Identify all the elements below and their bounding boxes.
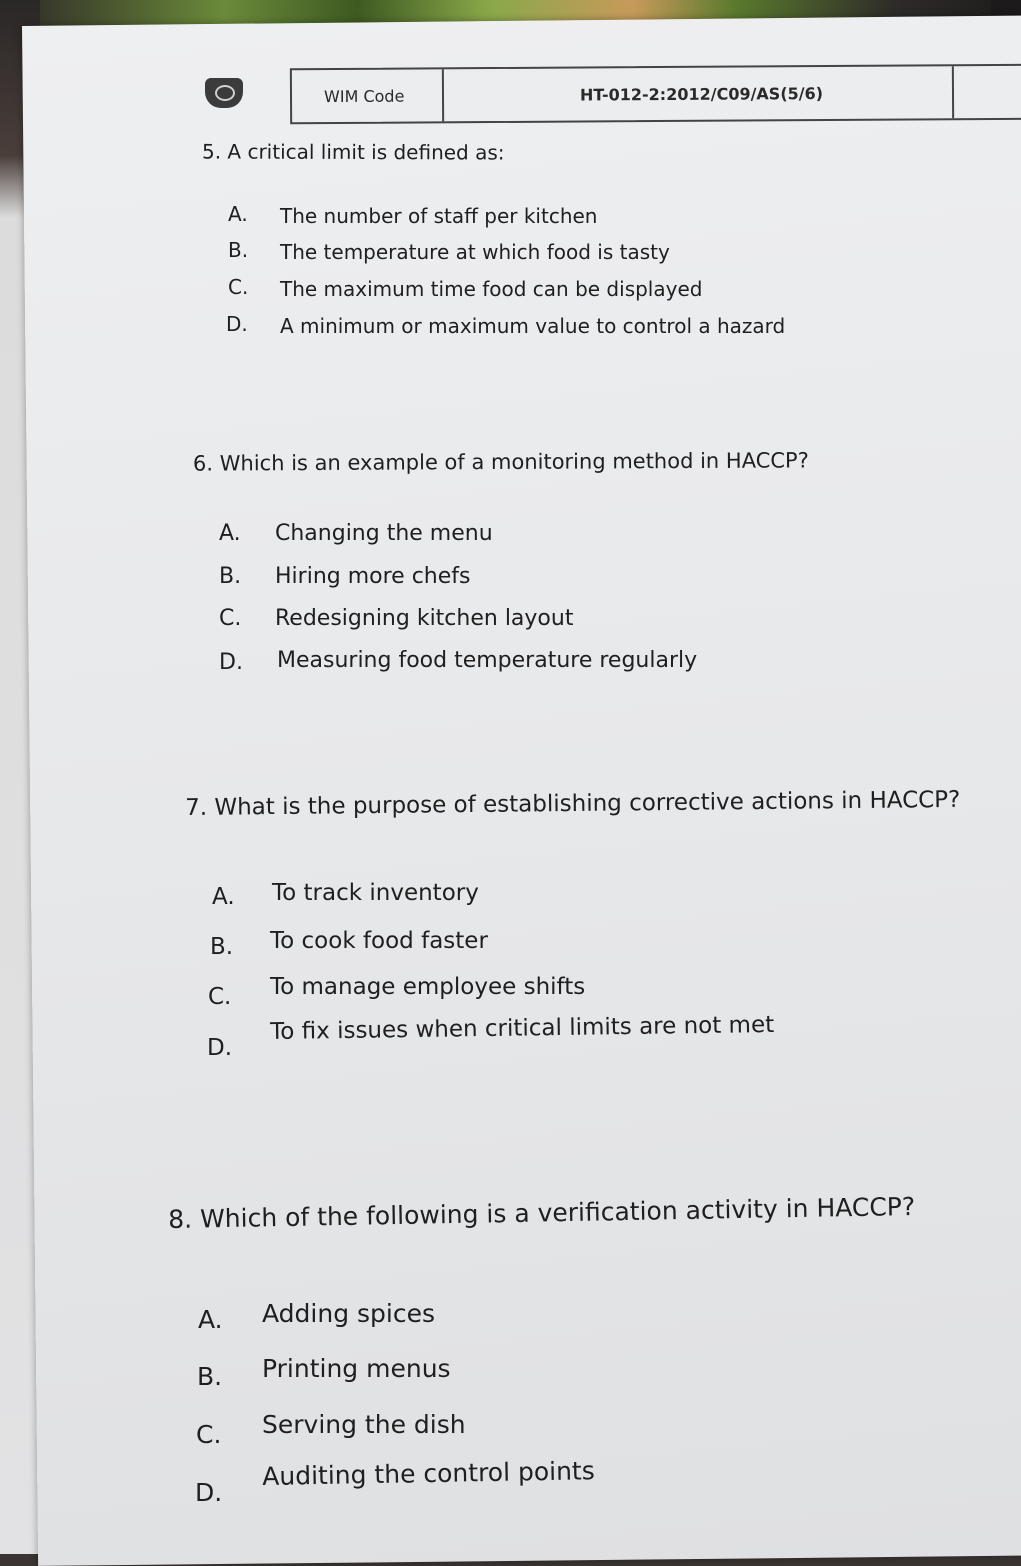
option-text: Changing the menu <box>275 521 493 546</box>
option-letter: D. <box>195 1478 223 1507</box>
option-b <box>228 238 670 264</box>
option-text: Printing menus <box>262 1354 451 1383</box>
option-text: A minimum or maximum value to control a hazard <box>280 314 786 338</box>
option-d <box>219 648 698 675</box>
question-text: 8. Which of the following is a verification activity in HACCP? <box>168 1191 916 1234</box>
option-letter: D. <box>219 650 243 675</box>
option-letter: B. <box>219 564 242 589</box>
option-text: To track inventory <box>272 880 479 906</box>
option-letter: B. <box>228 238 249 262</box>
wim-code-value: HT-012-2:2012/C09/AS(5/6) <box>444 66 954 121</box>
option-text: Serving the dish <box>262 1410 466 1439</box>
option-b <box>219 564 471 589</box>
option-c <box>208 974 586 1010</box>
option-d <box>226 312 786 338</box>
option-a <box>198 1299 435 1334</box>
option-text: The number of staff per kitchen <box>280 204 598 228</box>
option-text: To cook food faster <box>270 928 488 954</box>
option-letter: C. <box>228 275 249 299</box>
option-letter: A. <box>212 884 235 910</box>
option-text: The maximum time food can be displayed <box>280 277 703 301</box>
option-letter: A. <box>219 521 241 546</box>
option-c <box>228 275 703 301</box>
question-text: 6. Which is an example of a monitoring method in HACCP? <box>192 448 809 476</box>
option-d <box>207 1011 775 1061</box>
option-letter: D. <box>207 1035 233 1061</box>
question-text: 7. What is the purpose of establishing corrective actions in HACCP? <box>185 786 961 821</box>
option-text: To fix issues when critical limits are not met <box>270 1011 775 1045</box>
option-text: Auditing the control points <box>262 1456 596 1491</box>
option-letter: B. <box>197 1362 223 1391</box>
option-b <box>210 928 488 960</box>
question-text: 5. A critical limit is defined as: <box>201 139 505 165</box>
option-d <box>195 1456 596 1507</box>
option-a <box>219 521 493 546</box>
option-c <box>196 1410 466 1449</box>
option-letter: C. <box>219 606 242 631</box>
option-a <box>212 880 479 910</box>
wim-code-table <box>290 64 1021 125</box>
option-letter: A. <box>198 1305 223 1334</box>
option-b <box>197 1354 451 1391</box>
option-letter: C. <box>196 1420 222 1449</box>
option-letter: B. <box>210 934 234 960</box>
wim-code-label: WIM Code <box>292 69 444 122</box>
option-text: To manage employee shifts <box>270 974 586 1000</box>
option-c <box>219 606 574 631</box>
option-a <box>228 202 598 228</box>
option-text: Hiring more chefs <box>275 564 471 589</box>
option-letter: D. <box>226 312 248 336</box>
option-text: Redesigning kitchen layout <box>275 606 574 631</box>
shield-logo-icon <box>205 78 243 108</box>
option-letter: A. <box>228 202 248 226</box>
option-text: Measuring food temperature regularly <box>277 648 698 673</box>
option-letter: C. <box>208 984 232 1010</box>
wim-code-blank-cell <box>954 66 1021 118</box>
option-text: The temperature at which food is tasty <box>280 240 670 264</box>
option-text: Adding spices <box>262 1299 435 1328</box>
